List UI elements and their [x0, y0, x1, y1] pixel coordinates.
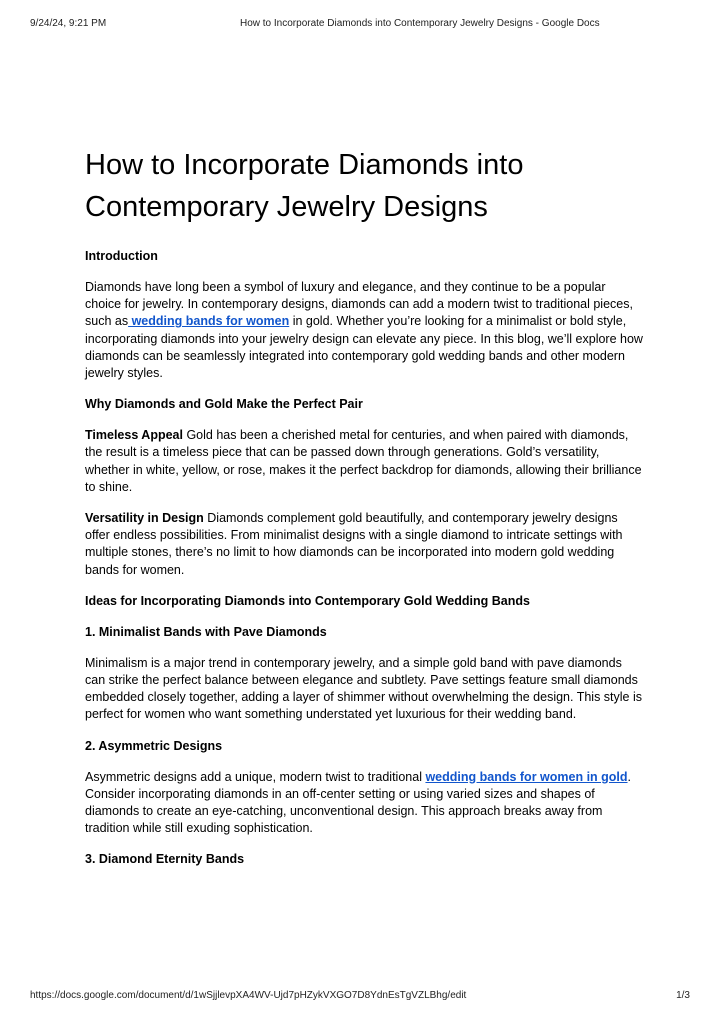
minimalist-paragraph: Minimalism is a major trend in contemporary jewelry, and a simple gold band with pave diamonds can strike the perfect balance between elegance and subtlety. Pave settings feature small diamonds embedded closely together, adding a layer of shimmer without overwhelming the design. This style is perfect for women who want something understated yet luxurious for their wedding band.: [85, 655, 643, 722]
intro-text-before-link: Diamonds have long been a symbol of luxury and elegance, and they continue to be a popular choice for jewelry. In contemporary designs, diamonds can add a modern twist to traditional pieces, such as: [85, 280, 633, 329]
page-number: 1/3: [676, 990, 690, 1001]
wedding-bands-link[interactable]: wedding bands for women: [128, 314, 290, 329]
document-body: [85, 144, 645, 882]
intro-paragraph: [85, 279, 645, 382]
print-header: [30, 18, 690, 32]
print-datetime: 9/24/24, 9:21 PM: [30, 18, 107, 29]
versatility-lead: Versatility in Design: [85, 511, 204, 526]
minimalist-heading: 1. Minimalist Bands with Pave Diamonds: [85, 624, 327, 639]
versatility-paragraph: [85, 510, 645, 579]
timeless-text: Gold has been a cherished metal for centuries, and when paired with diamonds, the result is a timeless piece that can be passed down through generations. Gold’s versatility, whether in white, yellow, or rose, makes it the perfect backdrop for diamonds, allowing their brilliance to shine.: [85, 428, 642, 494]
timeless-lead: Timeless Appeal: [85, 428, 183, 443]
print-doc-title: How to Incorporate Diamonds into Contemporary Jewelry Designs - Google Docs: [240, 18, 600, 29]
intro-heading: Introduction: [85, 249, 158, 263]
asymmetric-paragraph: [85, 769, 645, 838]
asymmetric-heading: 2. Asymmetric Designs: [85, 738, 223, 753]
versatility-text: Diamonds complement gold beautifully, and contemporary jewelry designs offer endless possibilities. From minimalist designs with a single diamond to intricate settings with multiple stones, there’s no limit to how diamonds can be incorporated into modern gold wedding bands for women.: [85, 511, 623, 577]
print-url: https://docs.google.com/document/d/1wSjjlevpXA4WV-Ujd7pHZykVXGO7D8YdnEsTgVZLBhg/edit: [30, 990, 467, 1001]
timeless-paragraph: [85, 427, 645, 496]
why-heading: Why Diamonds and Gold Make the Perfect Pair: [85, 397, 363, 412]
intro-text-after-link: in gold. Whether you’re looking for a minimalist or bold style, incorporating diamonds into your jewelry design can elevate any piece. In this blog, we’ll explore how diamonds can be seamlessly integrated into contemporary gold wedding bands and other modern jewelry styles.: [85, 314, 643, 381]
eternity-heading: 3. Diamond Eternity Bands: [85, 852, 245, 867]
document-title: How to Incorporate Diamonds into Contemporary Jewelry Designs: [85, 149, 524, 223]
asymmetric-text-before-link: Asymmetric designs add a unique, modern twist to traditional: [85, 769, 426, 784]
asymmetric-text-after-link: . Consider incorporating diamonds in an off-center setting or using varied sizes and shapes of diamonds to create an eye-catching, unconventional design. This approach breaks away from tradition while still exuding sophistication.: [85, 769, 632, 836]
ideas-heading: Ideas for Incorporating Diamonds into Contemporary Gold Wedding Bands: [85, 593, 530, 608]
print-footer: [30, 990, 690, 1004]
wedding-bands-gold-link[interactable]: wedding bands for women in gold: [425, 769, 628, 784]
